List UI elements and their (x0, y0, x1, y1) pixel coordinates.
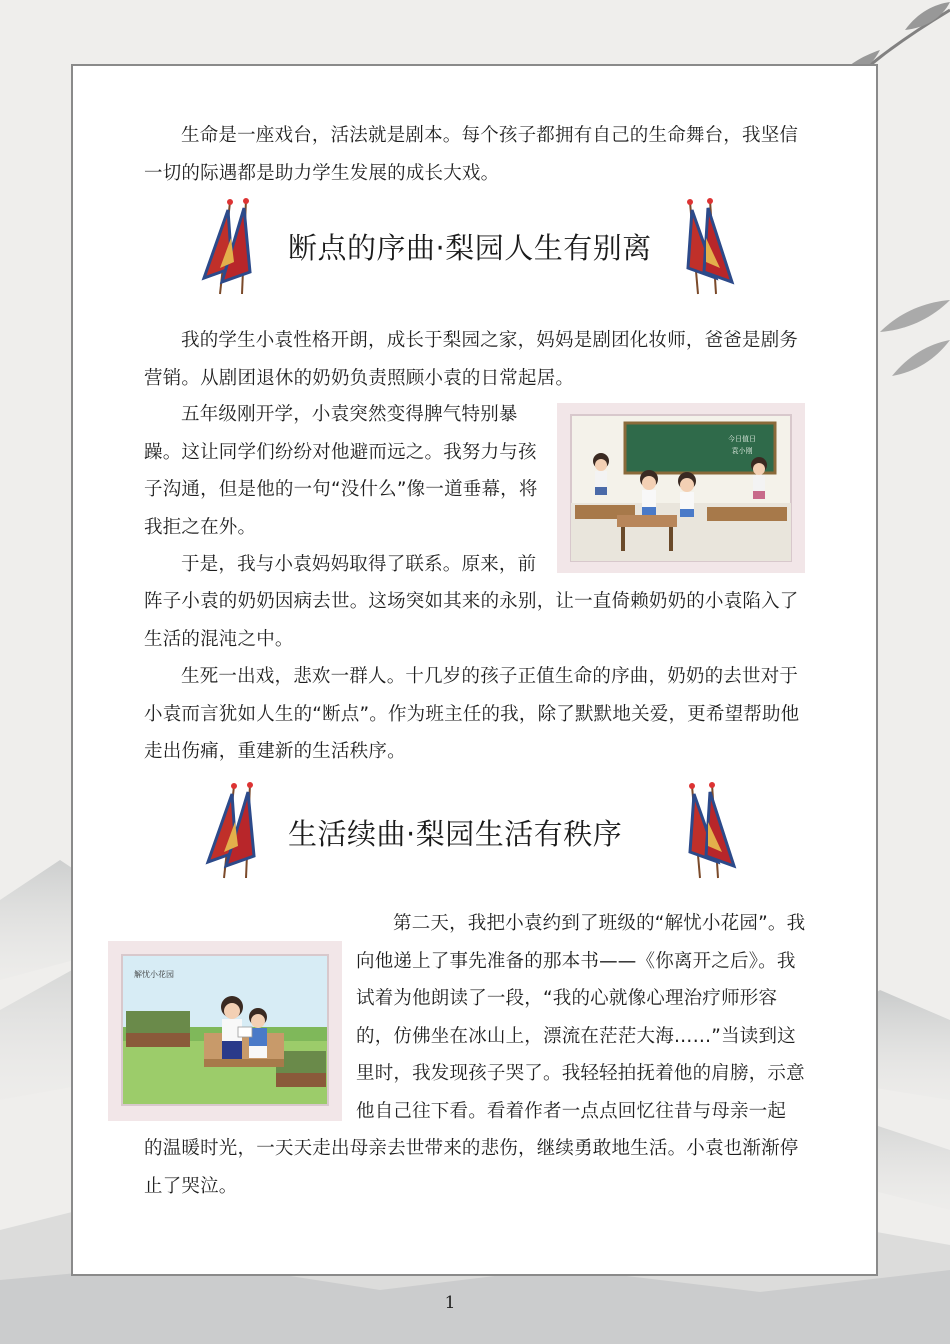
section1-paragraph-2: 五年级刚开学，小袁突然变得脾气特别暴躁。这让同学们纷纷对他避而远之。我努力与孩子沟通，但是他的一句“没什么”像一道垂幕，将我拒之在外。 (144, 404, 538, 538)
board-text-line-2: 袁小刚 (731, 447, 753, 455)
section1-heading: 断点的序曲·梨园人生有别离 (288, 231, 652, 265)
opera-flag-right-icon (676, 198, 742, 298)
section1-paragraph-4: 生死一出戏，悲欢一群人。十几岁的孩子正值生命的序曲，奶奶的去世对于小袁而言犹如人生的“断点”。作为班主任的我，除了默默地关爱，更希望帮助他走出伤痛，重建新的生活秩序。 (144, 666, 800, 762)
section1-paragraph-3-rest: 阵子小袁的奶奶因病去世。这场突如其来的永别，让一直倚赖奶奶的小袁陷入了生活的混沌之中。 (144, 591, 799, 650)
intro-paragraph: 生命是一座戏台，活法就是剧本。每个孩子都拥有自己的生命舞台，我坚信一切的际遇都是助力学生发展的成长大戏。 (144, 125, 799, 184)
section2-paragraph-1-rest: 的温暖时光，一天天走出母亲去世带来的悲伤，继续勇敢地生活。小袁也渐渐停止了哭泣。 (144, 1138, 799, 1197)
page-number: 1 (444, 1293, 456, 1313)
section2-paragraph-1-side: 第二天，我把小袁约到了班级的“解忧小花园”。我向他递上了事先准备的那本书——《你离开之后》。我试着为他朗读了一段，“我的心就像心理治疗师形容的，仿佛坐在冰山上，漂流在茫茫大海……”当读到这里时，我发现孩子哭了。我轻轻拍抚着他的肩膀，示意他自己往下看。看着作者一点点回忆往昔与母亲一起 (356, 913, 806, 1122)
opera-flag-left-icon (198, 198, 264, 298)
section1-paragraph-3-top: 于是，我与小袁妈妈取得了联系。原来，前 (181, 554, 537, 575)
garden-illustration (108, 941, 342, 1121)
opera-flag-left-icon-2 (202, 782, 268, 882)
opera-flag-right-icon-2 (678, 782, 744, 882)
section1-paragraph-1: 我的学生小袁性格开朗，成长于梨园之家，妈妈是剧团化妆师，爸爸是剧务营销。从剧团退休的奶奶负责照顾小袁的日常起居。 (144, 330, 799, 389)
garden-sign-label: 解忧小花园 (134, 970, 174, 979)
classroom-illustration (557, 403, 805, 573)
board-text-line-1: 今日值日 (728, 435, 756, 443)
section2-heading: 生活续曲·梨园生活有秩序 (288, 817, 623, 851)
